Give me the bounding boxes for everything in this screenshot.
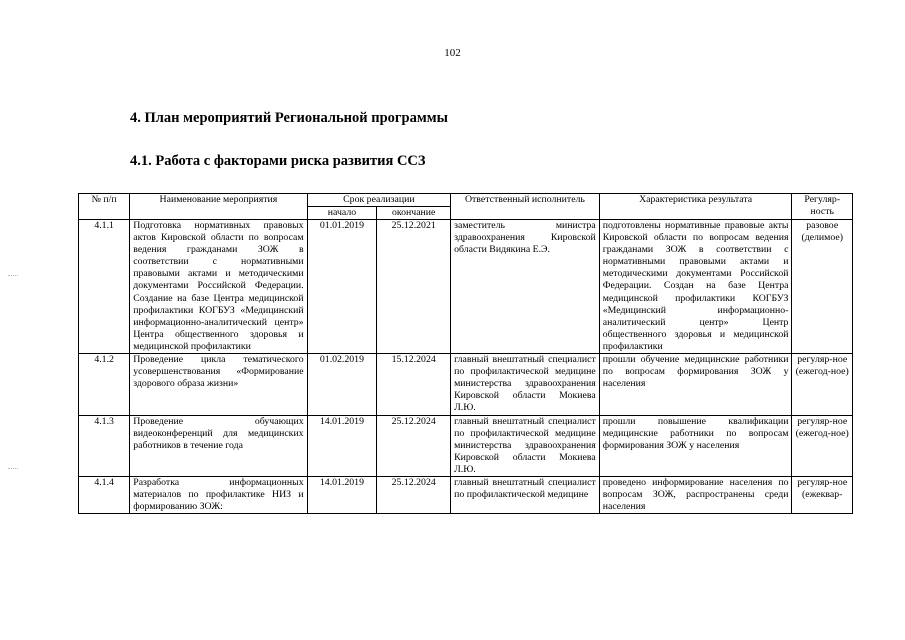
- header-name: Наименование мероприятия: [130, 194, 307, 220]
- row-frequency: разовое (делимое): [792, 220, 853, 354]
- row-executor: главный внештатный специалист по профилактической медицине министерства здравоохранения Кировской области Мокиева Л.Ю.: [451, 354, 600, 415]
- row-end: 25.12.2024: [377, 415, 451, 476]
- scan-edge-mark: [8, 468, 18, 469]
- row-num: 4.1.2: [79, 354, 130, 415]
- table-row: [79, 220, 853, 354]
- row-end: 15.12.2024: [377, 354, 451, 415]
- row-result: проведено информирование населения по вопросам ЗОЖ, распространены среди населения: [599, 476, 792, 513]
- row-start: 01.02.2019: [307, 354, 377, 415]
- header-period: Срок реализации: [307, 194, 451, 207]
- header-result: Характеристика результата: [599, 194, 792, 220]
- row-frequency: регуляр-ное (ежегод-ное): [792, 415, 853, 476]
- row-result: подготовлены нормативные правовые акты Кировской области по вопросам ведения гражданами ЗОЖ в соответствии с нормативными правовыми актами и методическими документами Российской Федерации. Создан на базе Центра медицинской профилактики КОГБУЗ «Медицинский информационно-аналитический центр» Центр общественного здоровья и медицинской профилактики: [599, 220, 792, 354]
- scan-edge-mark: [8, 275, 18, 276]
- table-header-row: [79, 194, 853, 207]
- row-num: 4.1.4: [79, 476, 130, 513]
- row-start: 01.01.2019: [307, 220, 377, 354]
- row-executor: главный внештатный специалист по профилактической медицине министерства здравоохранения Кировской области Мокиева Л.Ю.: [451, 415, 600, 476]
- row-start: 14.01.2019: [307, 415, 377, 476]
- header-start: начало: [307, 207, 377, 220]
- header-num: № п/п: [79, 194, 130, 220]
- row-name: Проведение обучающих видеоконференций для медицинских работников в течение года: [130, 415, 307, 476]
- table-row: [79, 476, 853, 513]
- row-name: Разработка информационных материалов по профилактике НИЗ и формированию ЗОЖ:: [130, 476, 307, 513]
- table-row: [79, 415, 853, 476]
- header-frequency: Регуляр-ность: [792, 194, 853, 220]
- table-row: [79, 354, 853, 415]
- row-executor: главный внештатный специалист по профилактической медицине: [451, 476, 600, 513]
- row-frequency: регуляр-ное (ежеквар-: [792, 476, 853, 513]
- row-end: 25.12.2021: [377, 220, 451, 354]
- plan-table: [78, 193, 853, 514]
- header-executor: Ответственный исполнитель: [451, 194, 600, 220]
- row-num: 4.1.3: [79, 415, 130, 476]
- row-frequency: регуляр-ное (ежегод-ное): [792, 354, 853, 415]
- row-num: 4.1.1: [79, 220, 130, 354]
- row-executor: заместитель министра здравоохранения Кировской области Видякина Е.Э.: [451, 220, 600, 354]
- row-end: 25.12.2024: [377, 476, 451, 513]
- row-result: прошли повышение квалификации медицинские работники по вопросам формирования ЗОЖ у населения: [599, 415, 792, 476]
- section-heading: 4. План мероприятий Региональной программы: [130, 110, 448, 126]
- subsection-heading: 4.1. Работа с факторами риска развития ССЗ: [130, 153, 426, 169]
- page-number: 102: [444, 47, 461, 59]
- header-end: окончание: [377, 207, 451, 220]
- row-name: Проведение цикла тематического усовершенствования «Формирование здорового образа жизни»: [130, 354, 307, 415]
- row-result: прошли обучение медицинские работники по вопросам формирования ЗОЖ у населения: [599, 354, 792, 415]
- row-start: 14.01.2019: [307, 476, 377, 513]
- row-name: Подготовка нормативных правовых актов Кировской области по вопросам ведения гражданами ЗОЖ в соответствии с нормативными правовыми актами и методическими документами Российской Федерации. Создание на базе Центра медицинской профилактики КОГБУЗ «Медицинский информационно-аналитический центр» Центра общественного здоровья и медицинской профилактики: [130, 220, 307, 354]
